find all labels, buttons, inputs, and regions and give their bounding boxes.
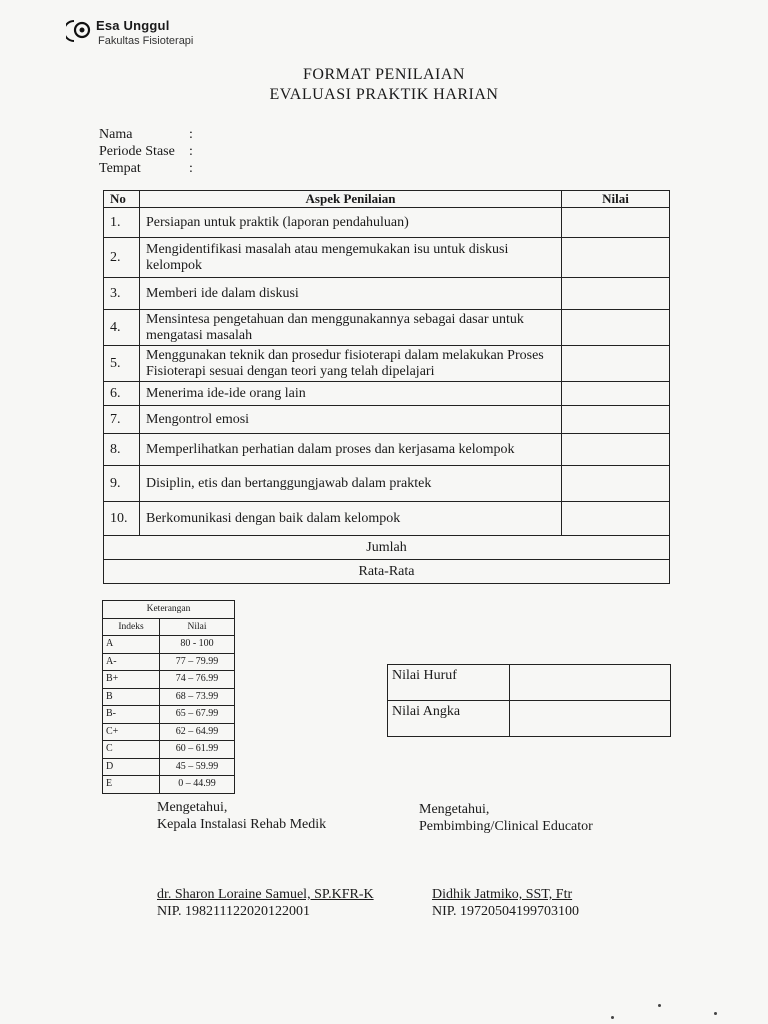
sig-right-line2: Pembimbing/Clinical Educator bbox=[419, 819, 593, 834]
logo-subtitle: Fakultas Fisioterapi bbox=[98, 35, 194, 47]
identity-label: Nama bbox=[99, 127, 133, 142]
row-aspek: Disiplin, etis dan bertanggungjawab dalam praktek bbox=[140, 466, 562, 502]
row-no: 10. bbox=[104, 502, 140, 536]
legend-row bbox=[103, 636, 235, 654]
row-nilai-cell[interactable] bbox=[562, 406, 670, 434]
table-row bbox=[104, 434, 670, 466]
assessment-table bbox=[103, 190, 670, 584]
nilai-angka-label: Nilai Angka bbox=[388, 701, 510, 737]
signature-block-right bbox=[419, 801, 593, 835]
legend-row bbox=[103, 758, 235, 776]
row-nilai-cell[interactable] bbox=[562, 466, 670, 502]
signatory-left-nip: NIP. 198211122020122001 bbox=[157, 904, 310, 919]
legend-header-nilai: Nilai bbox=[160, 618, 235, 636]
legend-nilai: 74 – 76.99 bbox=[160, 671, 235, 689]
signature-block-left bbox=[157, 799, 326, 833]
row-nilai-cell[interactable] bbox=[562, 382, 670, 406]
row-no: 8. bbox=[104, 434, 140, 466]
row-no: 1. bbox=[104, 208, 140, 238]
legend-nilai: 62 – 64.99 bbox=[160, 723, 235, 741]
identity-row-periode bbox=[99, 143, 193, 160]
table-row bbox=[104, 278, 670, 310]
table-row bbox=[104, 382, 670, 406]
signatory-left-name: dr. Sharon Loraine Samuel, SP.KFR-K bbox=[157, 887, 374, 902]
legend-nilai: 80 - 100 bbox=[160, 636, 235, 654]
identity-label: Periode Stase bbox=[99, 144, 175, 159]
table-row bbox=[104, 346, 670, 382]
row-nilai-cell[interactable] bbox=[562, 434, 670, 466]
legend-nilai: 68 – 73.99 bbox=[160, 688, 235, 706]
row-nilai-cell[interactable] bbox=[562, 346, 670, 382]
identity-row-nama bbox=[99, 126, 193, 143]
header-no: No bbox=[104, 191, 140, 208]
legend-indeks: B- bbox=[103, 706, 160, 724]
table-total-row bbox=[104, 536, 670, 560]
legend-nilai: 0 – 44.99 bbox=[160, 776, 235, 794]
legend-title: Keterangan bbox=[103, 601, 235, 619]
table-row bbox=[104, 502, 670, 536]
signatory-left bbox=[157, 886, 374, 920]
identity-colon: : bbox=[189, 127, 193, 142]
row-no: 4. bbox=[104, 310, 140, 346]
identity-section bbox=[99, 126, 193, 177]
signatory-right-nip: NIP. 19720504199703100 bbox=[432, 904, 580, 919]
identity-colon: : bbox=[189, 144, 193, 159]
legend-row bbox=[103, 688, 235, 706]
legend-nilai: 77 – 79.99 bbox=[160, 653, 235, 671]
row-nilai-cell[interactable] bbox=[562, 278, 670, 310]
row-aspek: Mengontrol emosi bbox=[140, 406, 562, 434]
scan-speck bbox=[658, 1004, 661, 1007]
legend-indeks: B bbox=[103, 688, 160, 706]
table-row bbox=[104, 208, 670, 238]
row-no: 3. bbox=[104, 278, 140, 310]
signatory-right bbox=[432, 886, 579, 920]
table-header-row bbox=[104, 191, 670, 208]
identity-label: Tempat bbox=[99, 161, 141, 176]
legend-title-row bbox=[103, 601, 235, 619]
legend-header-row bbox=[103, 618, 235, 636]
signatory-right-name: Didhik Jatmiko, SST, Ftr bbox=[432, 887, 573, 902]
identity-colon: : bbox=[189, 161, 193, 176]
legend-row bbox=[103, 776, 235, 794]
legend-row bbox=[103, 671, 235, 689]
sig-right-line1: Mengetahui, bbox=[419, 802, 490, 817]
row-no: 5. bbox=[104, 346, 140, 382]
sig-left-line1: Mengetahui, bbox=[157, 800, 228, 815]
scan-speck bbox=[611, 1016, 614, 1019]
row-no: 2. bbox=[104, 238, 140, 278]
row-aspek: Mensintesa pengetahuan dan menggunakannya sebagai dasar untuk mengatasi masalah bbox=[140, 310, 562, 346]
legend-indeks: A bbox=[103, 636, 160, 654]
row-nilai-cell[interactable] bbox=[562, 310, 670, 346]
sig-left-line2: Kepala Instalasi Rehab Medik bbox=[157, 817, 327, 832]
scan-speck bbox=[714, 1012, 717, 1015]
row-no: 6. bbox=[104, 382, 140, 406]
logo-name: Esa Unggul bbox=[96, 18, 170, 33]
legend-row bbox=[103, 653, 235, 671]
legend-row bbox=[103, 706, 235, 724]
row-aspek: Menerima ide-ide orang lain bbox=[140, 382, 562, 406]
table-row bbox=[104, 406, 670, 434]
rata-rata-label: Rata-Rata bbox=[104, 560, 670, 584]
table-average-row bbox=[104, 560, 670, 584]
institution-logo bbox=[66, 18, 226, 52]
table-row bbox=[104, 310, 670, 346]
legend-indeks: D bbox=[103, 758, 160, 776]
legend-indeks: E bbox=[103, 776, 160, 794]
header-aspek: Aspek Penilaian bbox=[140, 191, 562, 208]
legend-nilai: 60 – 61.99 bbox=[160, 741, 235, 759]
row-nilai-cell[interactable] bbox=[562, 208, 670, 238]
jumlah-label: Jumlah bbox=[104, 536, 670, 560]
row-aspek: Memperlihatkan perhatian dalam proses dan kerjasama kelompok bbox=[140, 434, 562, 466]
grade-result-table bbox=[387, 664, 671, 737]
identity-row-tempat bbox=[99, 160, 193, 177]
table-row bbox=[104, 466, 670, 502]
row-nilai-cell[interactable] bbox=[562, 238, 670, 278]
esa-unggul-logo-icon bbox=[66, 18, 96, 44]
document-subtitle: EVALUASI PRAKTIK HARIAN bbox=[269, 86, 499, 103]
legend-indeks: A- bbox=[103, 653, 160, 671]
legend-header-indeks: Indeks bbox=[103, 618, 160, 636]
legend-nilai: 65 – 67.99 bbox=[160, 706, 235, 724]
row-aspek: Memberi ide dalam diskusi bbox=[140, 278, 562, 310]
row-aspek: Berkomunikasi dengan baik dalam kelompok bbox=[140, 502, 562, 536]
nilai-huruf-field[interactable] bbox=[510, 665, 671, 701]
table-row bbox=[104, 238, 670, 278]
header-nilai: Nilai bbox=[562, 191, 670, 208]
legend-row bbox=[103, 723, 235, 741]
row-no: 9. bbox=[104, 466, 140, 502]
document-title: FORMAT PENILAIAN bbox=[303, 66, 465, 83]
legend-indeks: C bbox=[103, 741, 160, 759]
row-nilai-cell[interactable] bbox=[562, 502, 670, 536]
legend-indeks: C+ bbox=[103, 723, 160, 741]
grade-row-angka bbox=[388, 701, 671, 737]
legend-row bbox=[103, 741, 235, 759]
row-aspek: Menggunakan teknik dan prosedur fisioterapi dalam melakukan Proses Fisioterapi sesuai dengan teori yang telah dipelajari bbox=[140, 346, 562, 382]
grade-legend-table bbox=[102, 600, 235, 794]
nilai-huruf-label: Nilai Huruf bbox=[388, 665, 510, 701]
nilai-angka-field[interactable] bbox=[510, 701, 671, 737]
legend-nilai: 45 – 59.99 bbox=[160, 758, 235, 776]
row-aspek: Mengidentifikasi masalah atau mengemukakan isu untuk diskusi kelompok bbox=[140, 238, 562, 278]
row-aspek: Persiapan untuk praktik (laporan pendahuluan) bbox=[140, 208, 562, 238]
legend-indeks: B+ bbox=[103, 671, 160, 689]
row-no: 7. bbox=[104, 406, 140, 434]
grade-row-huruf bbox=[388, 665, 671, 701]
